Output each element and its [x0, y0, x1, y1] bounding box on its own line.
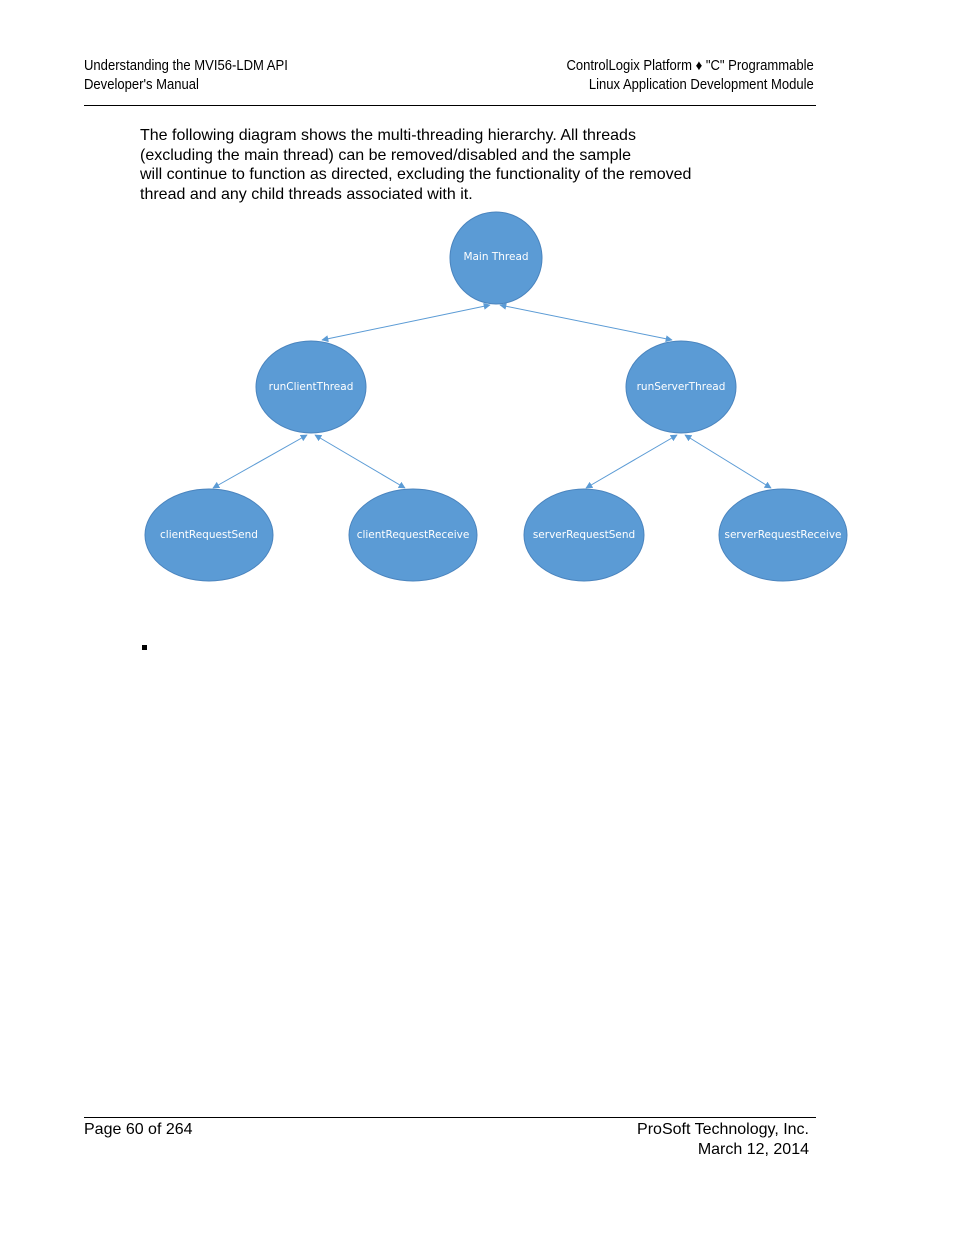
node-server-request-send-label: serverRequestSend — [532, 529, 636, 541]
edge-main-server — [500, 305, 672, 340]
intro-line-3: will continue to function as directed, excluding the functionality of the removed — [140, 166, 692, 184]
header-doc-title: Understanding the MVI56-LDM API — [84, 58, 288, 74]
node-server-request-receive-label: serverRequestReceive — [724, 529, 842, 541]
header-platform: ControlLogix Platform ♦ "C" Programmable — [566, 58, 814, 74]
node-run-server-thread-label: runServerThread — [636, 381, 726, 393]
header-module: Linux Application Development Module — [589, 77, 814, 93]
edge-client-clientreceive — [315, 435, 405, 488]
footer-date: March 12, 2014 — [697, 1141, 809, 1158]
edge-server-serversend — [586, 435, 677, 488]
page-number: Page 60 of 264 — [84, 1121, 193, 1138]
intro-line-4: thread and any child threads associated with it. — [140, 185, 473, 203]
node-main-thread-label: Main Thread — [463, 251, 529, 263]
footer-divider — [84, 1117, 816, 1118]
footer-right — [637, 1120, 809, 1160]
edge-main-client — [322, 305, 490, 340]
intro-line-2: (excluding the main thread) can be removed/disabled and the sample — [140, 146, 631, 164]
bullet-marker — [142, 645, 147, 650]
footer-company: ProSoft Technology, Inc. — [637, 1121, 809, 1138]
edge-client-clientsend — [213, 435, 307, 488]
node-run-client-thread-label: runClientThread — [268, 381, 354, 393]
node-client-request-send-label: clientRequestSend — [160, 529, 258, 541]
header-doc-subtitle: Developer's Manual — [84, 77, 199, 93]
edge-server-serverreceive — [685, 435, 771, 488]
intro-line-1: The following diagram shows the multi-threading hierarchy. All threads — [140, 127, 636, 144]
node-client-request-receive-label: clientRequestReceive — [356, 529, 470, 541]
